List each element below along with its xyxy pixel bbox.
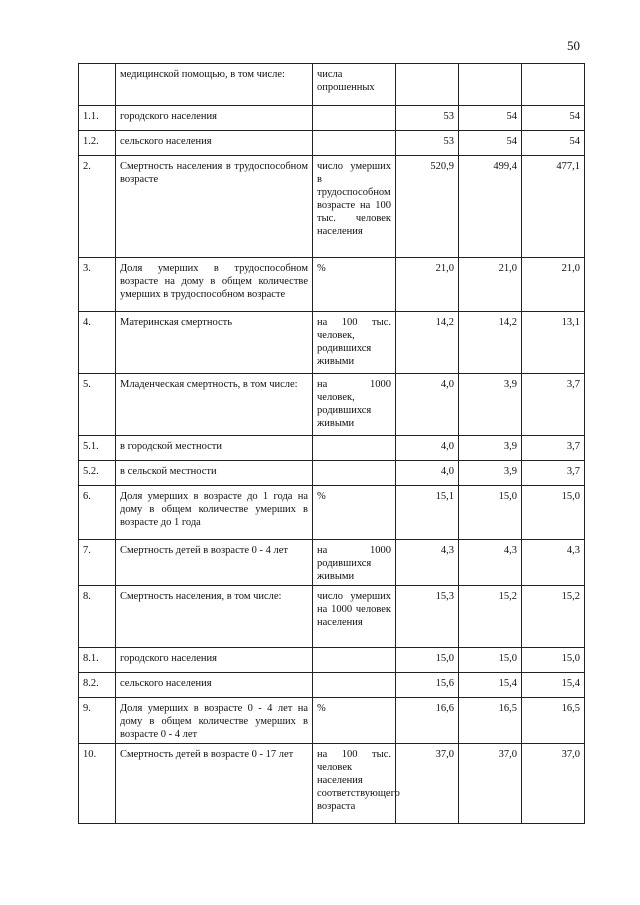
row-number-cell [79, 64, 116, 106]
unit-cell [313, 436, 396, 461]
table-row [79, 258, 585, 312]
indicator-name-cell: Смертность населения, в том числе: [116, 586, 313, 648]
unit-cell: число умерших в трудоспособном возрасте на 100 тыс. человек населения [313, 156, 396, 258]
row-number-cell: 7. [79, 540, 116, 586]
indicator-name-cell: Младенческая смертность, в том числе: [116, 374, 313, 436]
indicator-name-cell: Доля умерших в возрасте до 1 года на дому в общем количестве умерших в возрасте до 1 года [116, 486, 313, 540]
row-number-cell: 8. [79, 586, 116, 648]
table-row [79, 106, 585, 131]
indicator-name-cell: сельского населения [116, 131, 313, 156]
table-row [79, 698, 585, 744]
unit-cell [313, 106, 396, 131]
table-body [79, 64, 585, 824]
value-3-cell: 15,0 [522, 486, 585, 540]
value-3-cell: 15,0 [522, 648, 585, 673]
unit-cell [313, 131, 396, 156]
unit-cell: на 1000 родившихся живыми [313, 540, 396, 586]
value-2-cell: 15,0 [459, 486, 522, 540]
value-1-cell: 4,0 [396, 374, 459, 436]
value-2-cell: 3,9 [459, 374, 522, 436]
value-3-cell: 54 [522, 106, 585, 131]
table-row [79, 648, 585, 673]
indicator-name-cell: Доля умерших в трудоспособном возрасте на дому в общем количестве умерших в трудоспособном возрасте [116, 258, 313, 312]
table-row [79, 312, 585, 374]
row-number-cell: 10. [79, 744, 116, 824]
value-2-cell: 14,2 [459, 312, 522, 374]
row-number-cell: 3. [79, 258, 116, 312]
indicator-name-cell: городского населения [116, 648, 313, 673]
value-3-cell [522, 64, 585, 106]
value-2-cell: 4,3 [459, 540, 522, 586]
value-2-cell: 15,4 [459, 673, 522, 698]
table-row [79, 131, 585, 156]
value-3-cell: 3,7 [522, 374, 585, 436]
value-1-cell: 15,1 [396, 486, 459, 540]
row-number-cell: 1.1. [79, 106, 116, 131]
row-number-cell: 1.2. [79, 131, 116, 156]
value-3-cell: 13,1 [522, 312, 585, 374]
value-1-cell: 14,2 [396, 312, 459, 374]
table-row [79, 374, 585, 436]
value-3-cell: 15,2 [522, 586, 585, 648]
row-number-cell: 8.1. [79, 648, 116, 673]
value-3-cell: 4,3 [522, 540, 585, 586]
indicator-name-cell: в городской местности [116, 436, 313, 461]
value-1-cell: 21,0 [396, 258, 459, 312]
row-number-cell: 8.2. [79, 673, 116, 698]
indicator-name-cell: в сельской местности [116, 461, 313, 486]
row-number-cell: 5. [79, 374, 116, 436]
indicator-name-cell: Смертность детей в возрасте 0 - 4 лет [116, 540, 313, 586]
unit-cell: на 1000 человек, родившихся живыми [313, 374, 396, 436]
value-1-cell: 520,9 [396, 156, 459, 258]
row-number-cell: 9. [79, 698, 116, 744]
unit-cell [313, 461, 396, 486]
value-1-cell: 4,0 [396, 461, 459, 486]
row-number-cell: 6. [79, 486, 116, 540]
indicator-name-cell: Доля умерших в возрасте 0 - 4 лет на дому в общем количестве умерших в возрасте 0 - 4 лет [116, 698, 313, 744]
value-2-cell: 21,0 [459, 258, 522, 312]
table-row [79, 744, 585, 824]
table-row [79, 156, 585, 258]
value-2-cell: 15,2 [459, 586, 522, 648]
indicator-name-cell: сельского населения [116, 673, 313, 698]
value-2-cell: 37,0 [459, 744, 522, 824]
table-row [79, 461, 585, 486]
value-2-cell: 16,5 [459, 698, 522, 744]
value-1-cell [396, 64, 459, 106]
unit-cell: % [313, 486, 396, 540]
value-2-cell: 3,9 [459, 436, 522, 461]
table-row [79, 540, 585, 586]
row-number-cell: 5.2. [79, 461, 116, 486]
value-1-cell: 16,6 [396, 698, 459, 744]
unit-cell: числа опрошенных [313, 64, 396, 106]
row-number-cell: 2. [79, 156, 116, 258]
unit-cell: % [313, 258, 396, 312]
page-number: 50 [567, 38, 580, 53]
value-2-cell: 3,9 [459, 461, 522, 486]
indicator-name-cell: медицинской помощью, в том числе: [116, 64, 313, 106]
value-3-cell: 3,7 [522, 436, 585, 461]
value-2-cell: 54 [459, 131, 522, 156]
value-2-cell: 54 [459, 106, 522, 131]
value-1-cell: 4,0 [396, 436, 459, 461]
indicator-name-cell: Материнская смертность [116, 312, 313, 374]
unit-cell: % [313, 698, 396, 744]
table-row [79, 586, 585, 648]
row-number-cell: 4. [79, 312, 116, 374]
unit-cell [313, 673, 396, 698]
unit-cell: на 100 тыс. человек, родившихся живыми [313, 312, 396, 374]
row-number-cell: 5.1. [79, 436, 116, 461]
table-row [79, 673, 585, 698]
value-1-cell: 53 [396, 131, 459, 156]
indicator-name-cell: городского населения [116, 106, 313, 131]
value-2-cell [459, 64, 522, 106]
value-1-cell: 4,3 [396, 540, 459, 586]
value-3-cell: 15,4 [522, 673, 585, 698]
value-1-cell: 15,6 [396, 673, 459, 698]
unit-cell: число умерших на 1000 человек населения [313, 586, 396, 648]
value-3-cell: 16,5 [522, 698, 585, 744]
value-2-cell: 499,4 [459, 156, 522, 258]
indicators-table [78, 63, 585, 824]
value-3-cell: 3,7 [522, 461, 585, 486]
indicator-name-cell: Смертность населения в трудоспособном возрасте [116, 156, 313, 258]
value-1-cell: 15,3 [396, 586, 459, 648]
value-3-cell: 21,0 [522, 258, 585, 312]
unit-cell [313, 648, 396, 673]
value-3-cell: 37,0 [522, 744, 585, 824]
value-1-cell: 37,0 [396, 744, 459, 824]
value-1-cell: 15,0 [396, 648, 459, 673]
table-row [79, 436, 585, 461]
value-3-cell: 477,1 [522, 156, 585, 258]
table-row [79, 486, 585, 540]
table-row [79, 64, 585, 106]
value-1-cell: 53 [396, 106, 459, 131]
indicator-name-cell: Смертность детей в возрасте 0 - 17 лет [116, 744, 313, 824]
value-2-cell: 15,0 [459, 648, 522, 673]
value-3-cell: 54 [522, 131, 585, 156]
unit-cell: на 100 тыс. человек населения соответствующего возраста [313, 744, 396, 824]
